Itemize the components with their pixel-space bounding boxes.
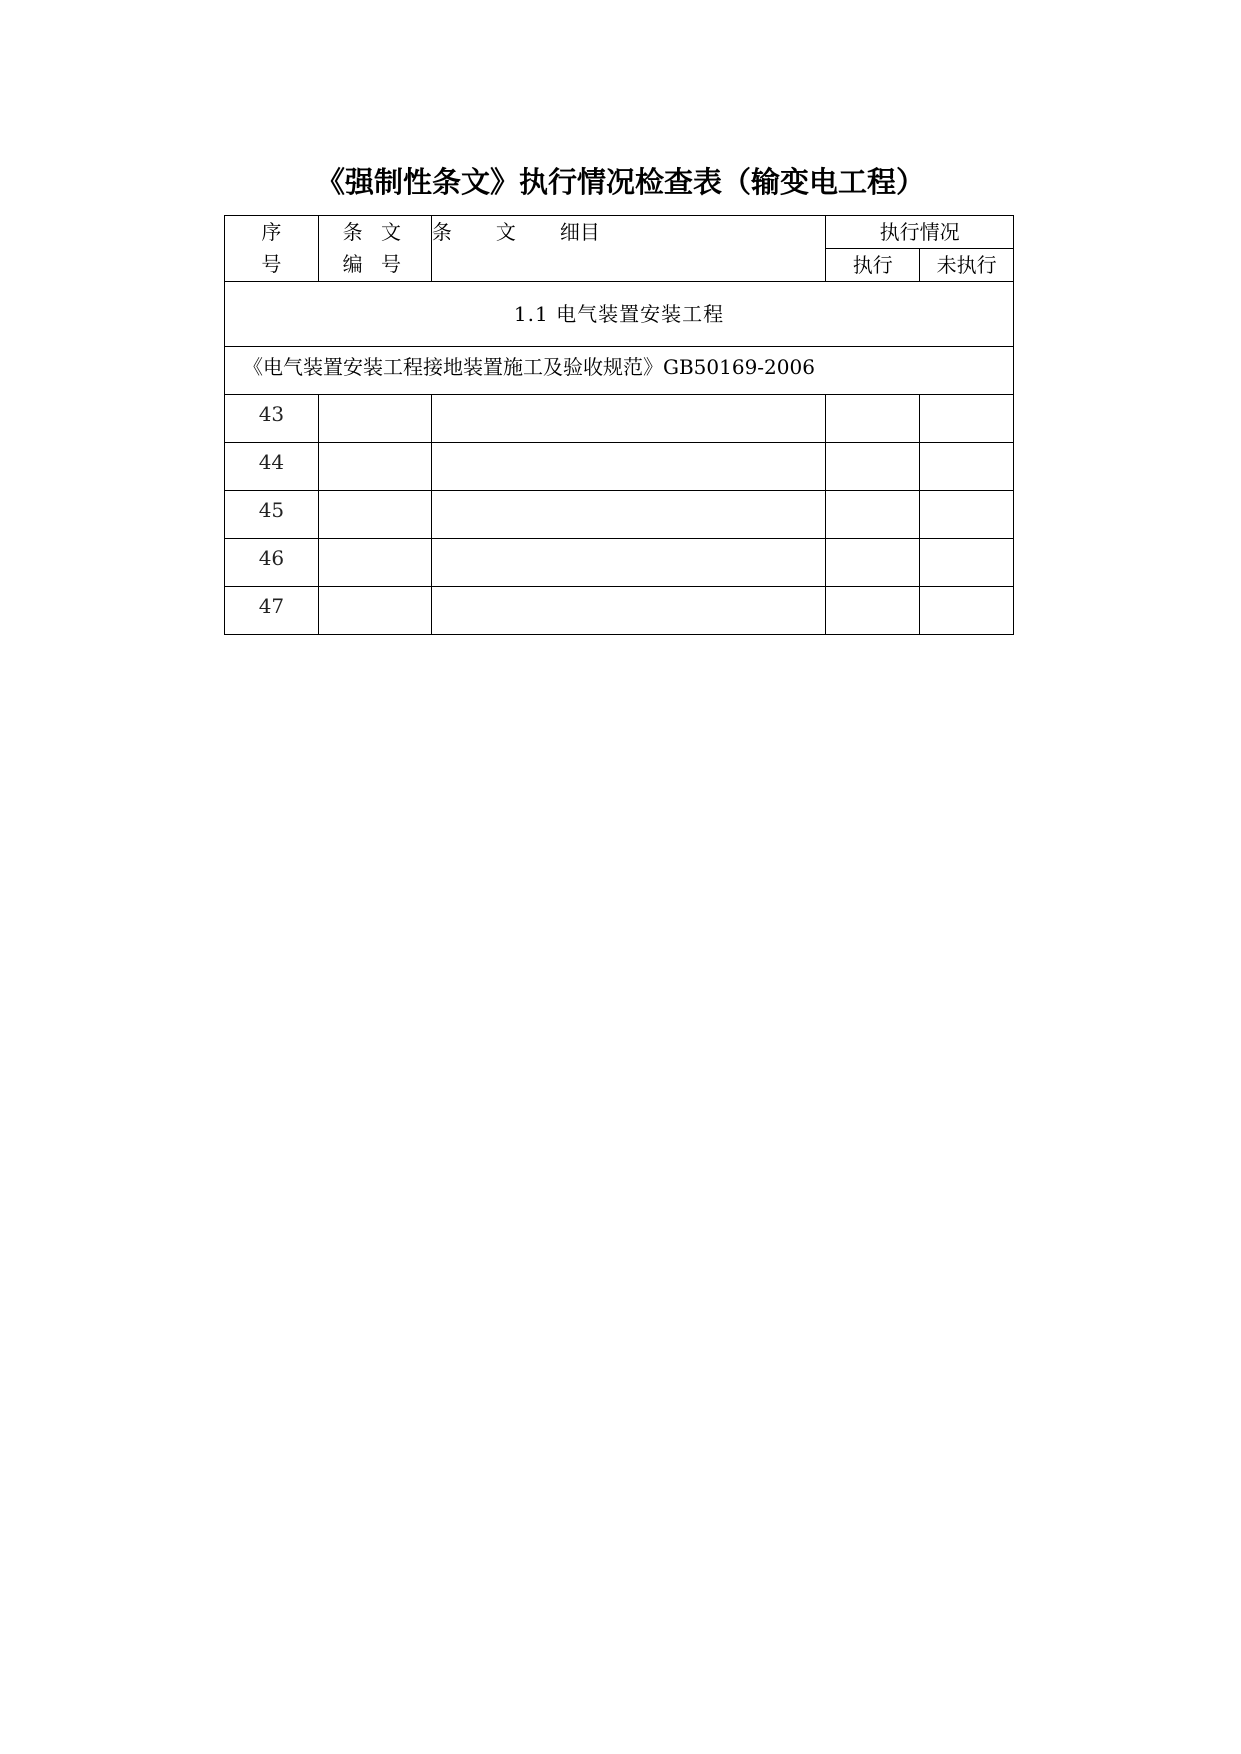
row-seq: 46 (225, 539, 319, 587)
header-code-line1: 条 文 (342, 220, 407, 244)
row-executed[interactable] (826, 395, 920, 443)
row-clause-code[interactable] (318, 395, 431, 443)
header-clause-detail (431, 216, 826, 282)
row-executed[interactable] (826, 539, 920, 587)
row-clause-detail[interactable] (431, 539, 826, 587)
standard-row (225, 347, 1014, 395)
header-detail-part3: 细目 (559, 220, 600, 244)
header-seq-line2: 号 (261, 252, 282, 276)
row-clause-code[interactable] (318, 443, 431, 491)
row-executed[interactable] (826, 491, 920, 539)
row-executed[interactable] (826, 443, 920, 491)
standard-name: 《电气装置安装工程接地装置施工及验收规范》GB50169-2006 (225, 347, 1014, 395)
row-not-executed[interactable] (920, 587, 1014, 635)
row-not-executed[interactable] (920, 539, 1014, 587)
table-row (225, 443, 1014, 491)
row-seq: 43 (225, 395, 319, 443)
table-row (225, 491, 1014, 539)
row-clause-detail[interactable] (431, 587, 826, 635)
document-title: 《强制性条文》执行情况检查表（输变电工程） (315, 165, 925, 199)
section-title: 1.1 电气装置安装工程 (225, 282, 1014, 347)
row-not-executed[interactable] (920, 443, 1014, 491)
header-code-line2: 编 号 (342, 252, 407, 276)
header-clause-code (318, 216, 431, 282)
inspection-table (224, 215, 1014, 635)
table-row (225, 395, 1014, 443)
header-detail-part2: 文 (495, 220, 516, 244)
section-row (225, 282, 1014, 347)
table-row (225, 539, 1014, 587)
header-seq-line1: 序 (261, 220, 282, 244)
row-not-executed[interactable] (920, 491, 1014, 539)
header-detail-part1: 条 (431, 220, 452, 244)
row-clause-detail[interactable] (431, 491, 826, 539)
header-executed: 执行 (826, 249, 920, 282)
row-not-executed[interactable] (920, 395, 1014, 443)
header-not-executed: 未执行 (920, 249, 1014, 282)
row-executed[interactable] (826, 587, 920, 635)
row-clause-code[interactable] (318, 587, 431, 635)
row-clause-detail[interactable] (431, 395, 826, 443)
header-execution-status: 执行情况 (826, 216, 1014, 249)
header-seq (225, 216, 319, 282)
row-clause-code[interactable] (318, 491, 431, 539)
row-seq: 45 (225, 491, 319, 539)
row-clause-detail[interactable] (431, 443, 826, 491)
row-seq: 44 (225, 443, 319, 491)
row-clause-code[interactable] (318, 539, 431, 587)
header-row-1 (225, 216, 1014, 249)
row-seq: 47 (225, 587, 319, 635)
table-row (225, 587, 1014, 635)
